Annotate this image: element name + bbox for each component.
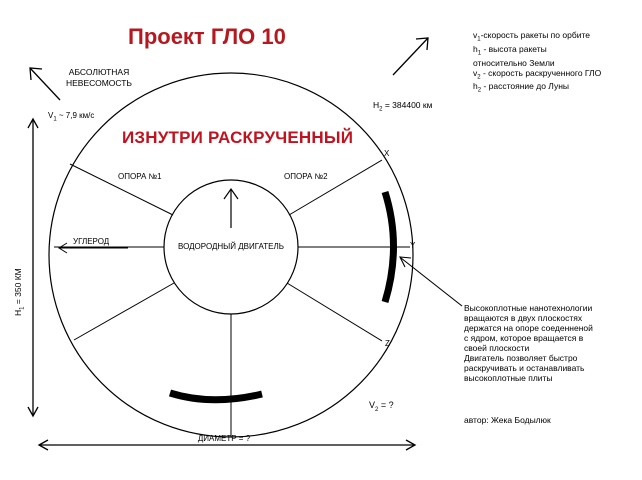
page-title: Проект ГЛО 10 [128, 24, 286, 49]
note-line: раскручивать и останавливать [464, 363, 585, 374]
support2-label: ОПОРА №2 [284, 172, 328, 181]
legend-item: $h_2$ - расстояние до Луны [473, 81, 570, 94]
weightlessness-label-line1: АБСОЛЮТНАЯ [68, 67, 130, 77]
moon-arrow [393, 38, 428, 75]
note-line: Двигатель позволяет быстро [464, 353, 578, 364]
note-line: своей плоскости [464, 343, 530, 354]
note-line: высокоплотные плиты [464, 373, 553, 384]
h2-label: $H_2 = 384400$ км [373, 100, 433, 113]
note-line: держатся на опоре соеденненой [464, 323, 593, 334]
h1-label: $H_1 = 350$ КМ [13, 268, 26, 316]
note-line: Высокоплотные нанотехнологии [464, 303, 593, 313]
note-line: с ядром, которое вращается в [464, 333, 584, 344]
headline: ИЗНУТРИ РАСКРУЧЕННЫЙ [122, 128, 354, 147]
weightlessness-label-line2: НЕВЕСОМОСТЬ [65, 78, 133, 88]
point-y-label: Y [410, 241, 416, 250]
note-line: вращаются в двух плоскостях [464, 313, 583, 324]
support1-label: ОПОРА №1 [118, 172, 162, 181]
plate-bottom [170, 393, 262, 400]
legend-item: $h_1$ - высота ракеты [473, 43, 547, 57]
description-note [464, 303, 634, 383]
engine-label: ВОДОРОДНЫЙ ДВИГАТЕЛЬ [178, 242, 284, 251]
diameter-label: ДИАМЕТР = ? [197, 434, 251, 443]
spoke-lower-left [74, 283, 174, 340]
spoke-lower-right [287, 283, 382, 341]
legend-item: относительно Земли [473, 57, 555, 68]
point-x-label: X [384, 149, 390, 158]
legend-item: $v_2$ - скорость раскрученного ГЛО [473, 67, 602, 81]
legend-item: $v_1$-скорость ракеты по орбите [473, 30, 590, 43]
weightlessness-arrow [30, 68, 60, 100]
author-label: автор: Жека Бодылюк [464, 415, 551, 425]
spoke-upper-right [289, 160, 382, 215]
carbon-label: УГЛЕРОД [73, 237, 110, 246]
legend [473, 30, 601, 95]
note-pointer-arrow [401, 258, 462, 306]
v2-label: $V_2$ = ? [369, 400, 394, 413]
v1-label: $V_1$ ~ 7,9 км/с [48, 111, 95, 123]
point-z-label: Z [385, 339, 390, 348]
